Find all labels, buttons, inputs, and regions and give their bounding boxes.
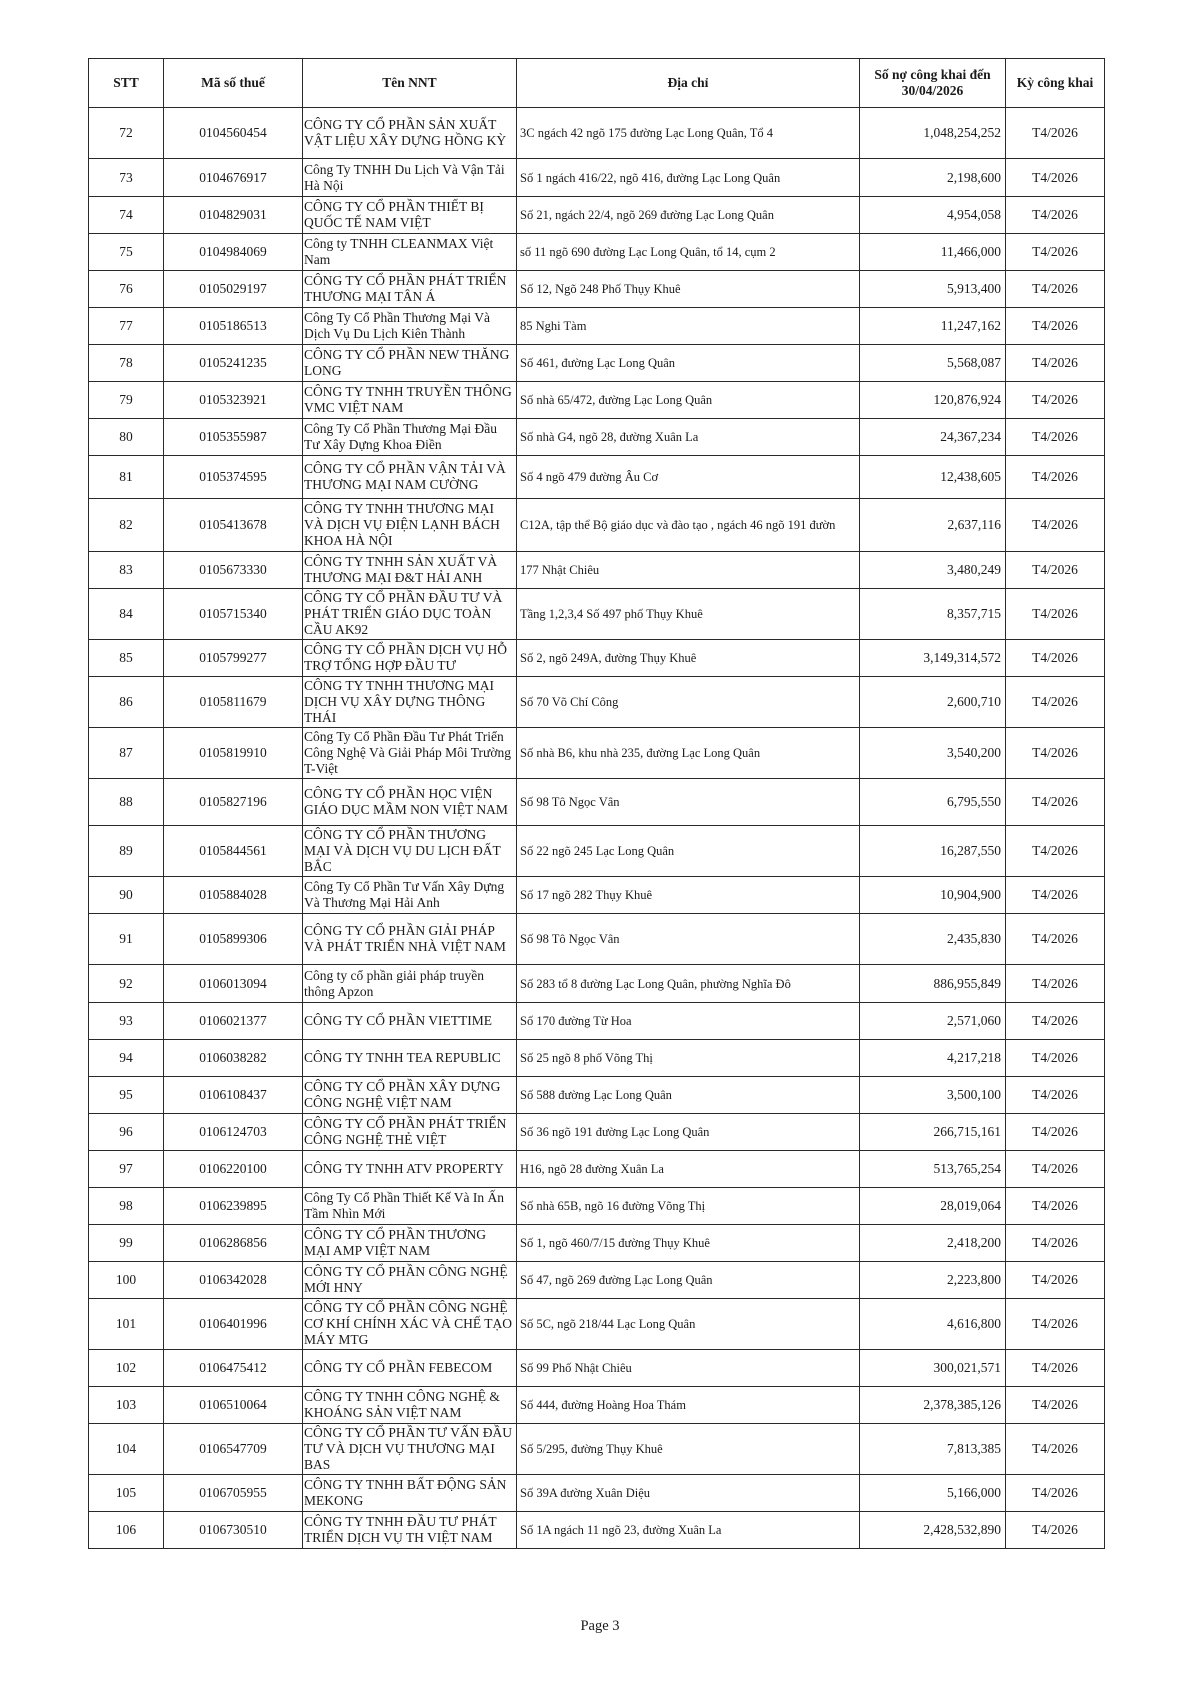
row-period: T4/2026 xyxy=(1006,419,1105,456)
row-taxpayer-name: Công Ty TNHH Du Lịch Và Vận Tải Hà Nội xyxy=(303,159,517,197)
row-stt: 84 xyxy=(89,589,164,640)
row-tax-code: 0105241235 xyxy=(164,345,303,382)
row-stt: 75 xyxy=(89,234,164,271)
row-period: T4/2026 xyxy=(1006,197,1105,234)
row-stt: 96 xyxy=(89,1114,164,1151)
row-debt-amount: 3,149,314,572 xyxy=(860,640,1006,677)
row-period: T4/2026 xyxy=(1006,1040,1105,1077)
row-stt: 95 xyxy=(89,1077,164,1114)
row-address: H16, ngõ 28 đường Xuân La xyxy=(517,1151,860,1188)
row-address: Số nhà B6, khu nhà 235, đường Lạc Long Quân xyxy=(517,728,860,779)
row-period: T4/2026 xyxy=(1006,1350,1105,1387)
row-period: T4/2026 xyxy=(1006,640,1105,677)
row-address: Số 444, đường Hoàng Hoa Thám xyxy=(517,1387,860,1424)
row-taxpayer-name: CÔNG TY CỔ PHẦN DỊCH VỤ HỖ TRỢ TỔNG HỢP ĐẦU TƯ xyxy=(303,640,517,677)
row-period: T4/2026 xyxy=(1006,677,1105,728)
row-period: T4/2026 xyxy=(1006,914,1105,965)
table-row xyxy=(89,1387,1105,1424)
row-debt-amount: 266,715,161 xyxy=(860,1114,1006,1151)
table-row xyxy=(89,1262,1105,1299)
row-address: Số 5C, ngõ 218/44 Lạc Long Quân xyxy=(517,1299,860,1350)
row-debt-amount: 4,954,058 xyxy=(860,197,1006,234)
debt-table-sheet xyxy=(88,58,1104,1549)
row-taxpayer-name: CÔNG TY CỔ PHẦN THIẾT BỊ QUỐC TẾ NAM VIỆT xyxy=(303,197,517,234)
row-taxpayer-name: CÔNG TY TNHH CÔNG NGHỆ & KHOÁNG SẢN VIỆT NAM xyxy=(303,1387,517,1424)
row-address: Số 47, ngõ 269 đường Lạc Long Quân xyxy=(517,1262,860,1299)
row-address: Số 12, Ngõ 248 Phố Thụy Khuê xyxy=(517,271,860,308)
row-taxpayer-name: Công ty cổ phần giải pháp truyền thông Apzon xyxy=(303,965,517,1003)
row-period: T4/2026 xyxy=(1006,826,1105,877)
row-debt-amount: 300,021,571 xyxy=(860,1350,1006,1387)
row-tax-code: 0104984069 xyxy=(164,234,303,271)
row-taxpayer-name: CÔNG TY CỔ PHẦN GIẢI PHÁP VÀ PHÁT TRIỂN NHÀ VIỆT NAM xyxy=(303,914,517,965)
table-row xyxy=(89,1040,1105,1077)
row-period: T4/2026 xyxy=(1006,271,1105,308)
row-debt-amount: 10,904,900 xyxy=(860,877,1006,914)
row-address: Số nhà G4, ngõ 28, đường Xuân La xyxy=(517,419,860,456)
row-period: T4/2026 xyxy=(1006,345,1105,382)
row-period: T4/2026 xyxy=(1006,1262,1105,1299)
row-stt: 94 xyxy=(89,1040,164,1077)
row-stt: 90 xyxy=(89,877,164,914)
row-stt: 83 xyxy=(89,552,164,589)
row-period: T4/2026 xyxy=(1006,1299,1105,1350)
row-period: T4/2026 xyxy=(1006,1188,1105,1225)
row-debt-amount: 12,438,605 xyxy=(860,456,1006,499)
table-row xyxy=(89,1114,1105,1151)
row-taxpayer-name: Công ty TNHH CLEANMAX Việt Nam xyxy=(303,234,517,271)
debt-table xyxy=(88,58,1105,1549)
row-address: 3C ngách 42 ngõ 175 đường Lạc Long Quân, Tổ 4 xyxy=(517,108,860,159)
row-address: Số 1, ngõ 460/7/15 đường Thụy Khuê xyxy=(517,1225,860,1262)
table-row xyxy=(89,914,1105,965)
row-address: Số 17 ngõ 282 Thụy Khuê xyxy=(517,877,860,914)
row-period: T4/2026 xyxy=(1006,308,1105,345)
header-period: Kỳ công khai xyxy=(1006,59,1105,108)
row-stt: 78 xyxy=(89,345,164,382)
row-debt-amount: 5,568,087 xyxy=(860,345,1006,382)
table-row xyxy=(89,826,1105,877)
row-tax-code: 0106475412 xyxy=(164,1350,303,1387)
row-debt-amount: 2,600,710 xyxy=(860,677,1006,728)
row-taxpayer-name: CÔNG TY TNHH THƯƠNG MẠI DỊCH VỤ XÂY DỰNG THÔNG THÁI xyxy=(303,677,517,728)
row-stt: 86 xyxy=(89,677,164,728)
row-stt: 72 xyxy=(89,108,164,159)
row-period: T4/2026 xyxy=(1006,1387,1105,1424)
row-taxpayer-name: CÔNG TY CỔ PHẦN CÔNG NGHỆ MỚI HNY xyxy=(303,1262,517,1299)
table-row xyxy=(89,779,1105,826)
row-tax-code: 0105715340 xyxy=(164,589,303,640)
table-row xyxy=(89,1003,1105,1040)
row-address: Số 98 Tô Ngọc Vân xyxy=(517,914,860,965)
row-debt-amount: 3,540,200 xyxy=(860,728,1006,779)
row-stt: 89 xyxy=(89,826,164,877)
row-address: Số 5/295, đường Thụy Khuê xyxy=(517,1424,860,1475)
row-tax-code: 0105323921 xyxy=(164,382,303,419)
table-row xyxy=(89,677,1105,728)
row-period: T4/2026 xyxy=(1006,1003,1105,1040)
row-taxpayer-name: Công Ty Cổ Phần Thiết Kế Và In Ấn Tầm Nhìn Mới xyxy=(303,1188,517,1225)
row-taxpayer-name: CÔNG TY CỔ PHẦN VẬN TẢI VÀ THƯƠNG MẠI NAM CƯỜNG xyxy=(303,456,517,499)
page-number: Page 3 xyxy=(580,1618,620,1634)
table-row xyxy=(89,308,1105,345)
row-stt: 74 xyxy=(89,197,164,234)
row-taxpayer-name: Công Ty Cổ Phần Thương Mại Đầu Tư Xây Dựng Khoa Điền xyxy=(303,419,517,456)
row-tax-code: 0105799277 xyxy=(164,640,303,677)
row-tax-code: 0106239895 xyxy=(164,1188,303,1225)
row-tax-code: 0105827196 xyxy=(164,779,303,826)
row-stt: 82 xyxy=(89,499,164,552)
row-taxpayer-name: CÔNG TY TNHH SẢN XUẤT VÀ THƯƠNG MẠI Đ&T HẢI ANH xyxy=(303,552,517,589)
row-period: T4/2026 xyxy=(1006,877,1105,914)
row-period: T4/2026 xyxy=(1006,552,1105,589)
row-address: 85 Nghi Tàm xyxy=(517,308,860,345)
table-row xyxy=(89,728,1105,779)
row-address: Số 22 ngõ 245 Lạc Long Quân xyxy=(517,826,860,877)
row-period: T4/2026 xyxy=(1006,1424,1105,1475)
row-address: Số 70 Võ Chí Công xyxy=(517,677,860,728)
row-period: T4/2026 xyxy=(1006,779,1105,826)
row-debt-amount: 4,217,218 xyxy=(860,1040,1006,1077)
table-row xyxy=(89,1424,1105,1475)
row-period: T4/2026 xyxy=(1006,234,1105,271)
row-period: T4/2026 xyxy=(1006,1512,1105,1549)
row-stt: 79 xyxy=(89,382,164,419)
row-stt: 92 xyxy=(89,965,164,1003)
row-period: T4/2026 xyxy=(1006,1077,1105,1114)
row-tax-code: 0105811679 xyxy=(164,677,303,728)
row-stt: 88 xyxy=(89,779,164,826)
row-address: Số 4 ngõ 479 đường Âu Cơ xyxy=(517,456,860,499)
row-stt: 97 xyxy=(89,1151,164,1188)
header-tax-code: Mã số thuế xyxy=(164,59,303,108)
row-stt: 106 xyxy=(89,1512,164,1549)
row-stt: 76 xyxy=(89,271,164,308)
row-taxpayer-name: CÔNG TY CỔ PHẦN CÔNG NGHỆ CƠ KHÍ CHÍNH XÁC VÀ CHẾ TẠO MÁY MTG xyxy=(303,1299,517,1350)
row-taxpayer-name: CÔNG TY CỔ PHẦN FEBECOM xyxy=(303,1350,517,1387)
row-address: Số 2, ngõ 249A, đường Thụy Khuê xyxy=(517,640,860,677)
row-address: Số nhà 65/472, đường Lạc Long Quân xyxy=(517,382,860,419)
table-row xyxy=(89,640,1105,677)
row-stt: 81 xyxy=(89,456,164,499)
row-stt: 99 xyxy=(89,1225,164,1262)
row-period: T4/2026 xyxy=(1006,382,1105,419)
row-taxpayer-name: CÔNG TY CỔ PHẦN HỌC VIỆN GIÁO DỤC MẦM NON VIỆT NAM xyxy=(303,779,517,826)
row-stt: 100 xyxy=(89,1262,164,1299)
row-address: Số 283 tổ 8 đường Lạc Long Quân, phường Nghĩa Đô xyxy=(517,965,860,1003)
row-period: T4/2026 xyxy=(1006,1225,1105,1262)
row-stt: 85 xyxy=(89,640,164,677)
row-stt: 105 xyxy=(89,1475,164,1512)
row-taxpayer-name: CÔNG TY TNHH THƯƠNG MẠI VÀ DỊCH VỤ ĐIỆN LẠNH BÁCH KHOA HÀ NỘI xyxy=(303,499,517,552)
row-tax-code: 0105884028 xyxy=(164,877,303,914)
row-stt: 102 xyxy=(89,1350,164,1387)
row-tax-code: 0105844561 xyxy=(164,826,303,877)
row-debt-amount: 2,637,116 xyxy=(860,499,1006,552)
row-taxpayer-name: CÔNG TY CỔ PHẦN PHÁT TRIỂN CÔNG NGHỆ THẺ VIỆT xyxy=(303,1114,517,1151)
table-row xyxy=(89,499,1105,552)
row-tax-code: 0104829031 xyxy=(164,197,303,234)
row-address: Số 39A đường Xuân Diệu xyxy=(517,1475,860,1512)
row-stt: 93 xyxy=(89,1003,164,1040)
row-tax-code: 0106108437 xyxy=(164,1077,303,1114)
row-address: 177 Nhật Chiêu xyxy=(517,552,860,589)
row-address: Số 99 Phố Nhật Chiêu xyxy=(517,1350,860,1387)
row-taxpayer-name: CÔNG TY CỔ PHẦN VIETTIME xyxy=(303,1003,517,1040)
row-taxpayer-name: Công Ty Cổ Phần Đầu Tư Phát Triển Công Nghệ Và Giải Pháp Môi Trường T-Việt xyxy=(303,728,517,779)
row-debt-amount: 5,166,000 xyxy=(860,1475,1006,1512)
row-debt-amount: 1,048,254,252 xyxy=(860,108,1006,159)
row-stt: 98 xyxy=(89,1188,164,1225)
row-taxpayer-name: CÔNG TY TNHH TEA REPUBLIC xyxy=(303,1040,517,1077)
table-row xyxy=(89,271,1105,308)
row-debt-amount: 4,616,800 xyxy=(860,1299,1006,1350)
row-debt-amount: 28,019,064 xyxy=(860,1188,1006,1225)
row-period: T4/2026 xyxy=(1006,589,1105,640)
header-stt: STT xyxy=(89,59,164,108)
row-address: Số 98 Tô Ngọc Vân xyxy=(517,779,860,826)
row-tax-code: 0105819910 xyxy=(164,728,303,779)
row-period: T4/2026 xyxy=(1006,1151,1105,1188)
table-row xyxy=(89,1225,1105,1262)
row-period: T4/2026 xyxy=(1006,728,1105,779)
header-address: Địa chỉ xyxy=(517,59,860,108)
row-debt-amount: 886,955,849 xyxy=(860,965,1006,1003)
row-tax-code: 0105413678 xyxy=(164,499,303,552)
row-tax-code: 0106401996 xyxy=(164,1299,303,1350)
row-stt: 73 xyxy=(89,159,164,197)
row-tax-code: 0105374595 xyxy=(164,456,303,499)
table-row xyxy=(89,877,1105,914)
row-period: T4/2026 xyxy=(1006,1475,1105,1512)
row-stt: 103 xyxy=(89,1387,164,1424)
row-tax-code: 0105186513 xyxy=(164,308,303,345)
row-period: T4/2026 xyxy=(1006,965,1105,1003)
row-address: Số 461, đường Lạc Long Quân xyxy=(517,345,860,382)
row-debt-amount: 120,876,924 xyxy=(860,382,1006,419)
row-tax-code: 0104560454 xyxy=(164,108,303,159)
row-debt-amount: 11,247,162 xyxy=(860,308,1006,345)
row-debt-amount: 3,500,100 xyxy=(860,1077,1006,1114)
row-taxpayer-name: Công Ty Cổ Phần Tư Vấn Xây Dựng Và Thương Mại Hải Anh xyxy=(303,877,517,914)
table-row xyxy=(89,456,1105,499)
row-taxpayer-name: CÔNG TY TNHH ATV PROPERTY xyxy=(303,1151,517,1188)
table-row xyxy=(89,419,1105,456)
row-taxpayer-name: CÔNG TY TNHH BẤT ĐỘNG SẢN MEKONG xyxy=(303,1475,517,1512)
table-row xyxy=(89,382,1105,419)
row-stt: 91 xyxy=(89,914,164,965)
row-debt-amount: 2,428,532,890 xyxy=(860,1512,1006,1549)
row-period: T4/2026 xyxy=(1006,1114,1105,1151)
row-taxpayer-name: CÔNG TY TNHH ĐẦU TƯ PHÁT TRIỂN DỊCH VỤ TH VIỆT NAM xyxy=(303,1512,517,1549)
row-tax-code: 0106510064 xyxy=(164,1387,303,1424)
header-taxpayer-name: Tên NNT xyxy=(303,59,517,108)
row-debt-amount: 3,480,249 xyxy=(860,552,1006,589)
table-row xyxy=(89,197,1105,234)
header-debt-amount: Số nợ công khai đến 30/04/2026 xyxy=(860,59,1006,108)
row-debt-amount: 8,357,715 xyxy=(860,589,1006,640)
table-row xyxy=(89,234,1105,271)
row-tax-code: 0106124703 xyxy=(164,1114,303,1151)
row-period: T4/2026 xyxy=(1006,159,1105,197)
row-stt: 104 xyxy=(89,1424,164,1475)
row-tax-code: 0106220100 xyxy=(164,1151,303,1188)
row-tax-code: 0105355987 xyxy=(164,419,303,456)
row-debt-amount: 513,765,254 xyxy=(860,1151,1006,1188)
row-address: số 11 ngõ 690 đường Lạc Long Quân, tổ 14, cụm 2 xyxy=(517,234,860,271)
row-tax-code: 0106705955 xyxy=(164,1475,303,1512)
row-stt: 101 xyxy=(89,1299,164,1350)
row-debt-amount: 6,795,550 xyxy=(860,779,1006,826)
row-address: Số 588 đường Lạc Long Quân xyxy=(517,1077,860,1114)
row-period: T4/2026 xyxy=(1006,499,1105,552)
row-taxpayer-name: CÔNG TY CỔ PHẦN THƯƠNG MẠI VÀ DỊCH VỤ DU LỊCH ĐẤT BẮC xyxy=(303,826,517,877)
table-row xyxy=(89,159,1105,197)
row-taxpayer-name: CÔNG TY CỔ PHẦN NEW THĂNG LONG xyxy=(303,345,517,382)
row-taxpayer-name: CÔNG TY CỔ PHẦN THƯƠNG MẠI AMP VIỆT NAM xyxy=(303,1225,517,1262)
row-taxpayer-name: CÔNG TY CỔ PHẦN SẢN XUẤT VẬT LIỆU XÂY DỰNG HỒNG KỲ xyxy=(303,108,517,159)
row-address: Số 36 ngõ 191 đường Lạc Long Quân xyxy=(517,1114,860,1151)
row-debt-amount: 2,418,200 xyxy=(860,1225,1006,1262)
table-row xyxy=(89,1350,1105,1387)
table-header-row xyxy=(89,59,1105,108)
row-address: C12A, tập thể Bộ giáo dục và đào tạo , ngách 46 ngõ 191 đườn xyxy=(517,499,860,552)
row-debt-amount: 5,913,400 xyxy=(860,271,1006,308)
row-tax-code: 0106013094 xyxy=(164,965,303,1003)
row-debt-amount: 2,435,830 xyxy=(860,914,1006,965)
row-taxpayer-name: CÔNG TY CỔ PHẦN TƯ VẤN ĐẦU TƯ VÀ DỊCH VỤ THƯƠNG MẠI BAS xyxy=(303,1424,517,1475)
row-taxpayer-name: Công Ty Cổ Phần Thương Mại Và Dịch Vụ Du Lịch Kiên Thành xyxy=(303,308,517,345)
row-stt: 80 xyxy=(89,419,164,456)
row-tax-code: 0105029197 xyxy=(164,271,303,308)
row-debt-amount: 7,813,385 xyxy=(860,1424,1006,1475)
row-tax-code: 0106547709 xyxy=(164,1424,303,1475)
table-row xyxy=(89,1188,1105,1225)
row-tax-code: 0106038282 xyxy=(164,1040,303,1077)
row-address: Số 21, ngách 22/4, ngõ 269 đường Lạc Long Quân xyxy=(517,197,860,234)
row-tax-code: 0105673330 xyxy=(164,552,303,589)
row-stt: 87 xyxy=(89,728,164,779)
row-debt-amount: 2,571,060 xyxy=(860,1003,1006,1040)
row-debt-amount: 16,287,550 xyxy=(860,826,1006,877)
table-row xyxy=(89,965,1105,1003)
table-row xyxy=(89,345,1105,382)
row-address: Số 1A ngách 11 ngõ 23, đường Xuân La xyxy=(517,1512,860,1549)
table-row xyxy=(89,1299,1105,1350)
row-tax-code: 0106342028 xyxy=(164,1262,303,1299)
table-row xyxy=(89,589,1105,640)
row-period: T4/2026 xyxy=(1006,456,1105,499)
table-row xyxy=(89,1475,1105,1512)
row-taxpayer-name: CÔNG TY TNHH TRUYỀN THÔNG VMC VIỆT NAM xyxy=(303,382,517,419)
row-address: Số nhà 65B, ngõ 16 đường Võng Thị xyxy=(517,1188,860,1225)
row-debt-amount: 2,223,800 xyxy=(860,1262,1006,1299)
row-tax-code: 0106021377 xyxy=(164,1003,303,1040)
table-row xyxy=(89,1151,1105,1188)
row-stt: 77 xyxy=(89,308,164,345)
table-row xyxy=(89,552,1105,589)
row-taxpayer-name: CÔNG TY CỔ PHẦN PHÁT TRIỂN THƯƠNG MẠI TÂN Á xyxy=(303,271,517,308)
row-taxpayer-name: CÔNG TY CỔ PHẦN ĐẦU TƯ VÀ PHÁT TRIỂN GIÁO DỤC TOÀN CẦU AK92 xyxy=(303,589,517,640)
row-tax-code: 0106286856 xyxy=(164,1225,303,1262)
table-row xyxy=(89,108,1105,159)
row-tax-code: 0104676917 xyxy=(164,159,303,197)
table-row xyxy=(89,1077,1105,1114)
row-period: T4/2026 xyxy=(1006,108,1105,159)
row-taxpayer-name: CÔNG TY CỔ PHẦN XÂY DỰNG CÔNG NGHỆ VIỆT NAM xyxy=(303,1077,517,1114)
table-row xyxy=(89,1512,1105,1549)
row-address: Số 25 ngõ 8 phố Võng Thị xyxy=(517,1040,860,1077)
row-tax-code: 0106730510 xyxy=(164,1512,303,1549)
row-address: Số 170 đường Từ Hoa xyxy=(517,1003,860,1040)
row-debt-amount: 24,367,234 xyxy=(860,419,1006,456)
row-tax-code: 0105899306 xyxy=(164,914,303,965)
row-debt-amount: 2,378,385,126 xyxy=(860,1387,1006,1424)
row-address: Số 1 ngách 416/22, ngõ 416, đường Lạc Long Quân xyxy=(517,159,860,197)
row-debt-amount: 2,198,600 xyxy=(860,159,1006,197)
row-address: Tầng 1,2,3,4 Số 497 phố Thụy Khuê xyxy=(517,589,860,640)
row-debt-amount: 11,466,000 xyxy=(860,234,1006,271)
